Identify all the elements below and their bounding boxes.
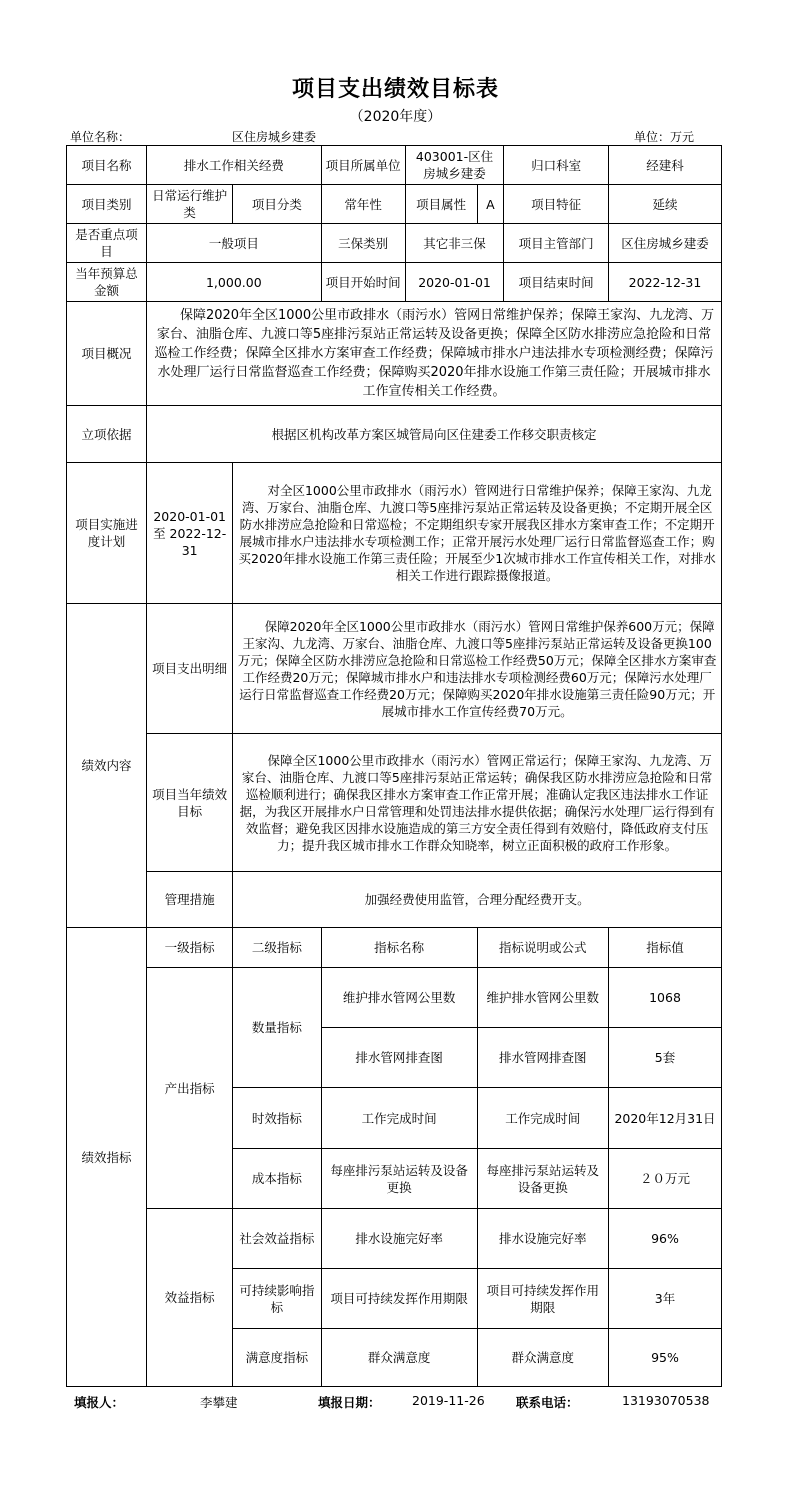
social-indicator-label: 社会效益指标 <box>233 1209 321 1269</box>
unit-name-value: 区住房城乡建委 <box>232 130 317 144</box>
report-date: 2019-11-26 <box>412 1393 485 1408</box>
annual-target-text: 保障全区1000公里市政排水（雨污水）管网正常运行；保障王家沟、九龙湾、万家台、油脂仓库、九渡口等5座排污泵站正常运转；确保我区防水排涝应急抢险和日常巡检顺利进行；确保我区排水方案审查工作正常开展；准确认定我区违法排水工作证据，为我区开展排水户日常管理和处罚违法排水提供依据；确保污水处理厂运行得到有效监督；避免我区因排水设施造成的第三方安全责任得到有效赔付，降低政府支付压力；提升我区城市排水工作群众知晓率，树立正面积极的政府工作形象。 <box>233 734 722 872</box>
performance-label: 绩效内容 <box>67 604 147 928</box>
attr-value: A <box>477 185 504 224</box>
indicator-desc: 项目可持续发挥作用期限 <box>477 1269 608 1329</box>
row-category <box>67 185 722 224</box>
indicator-value: 1068 <box>609 968 722 1028</box>
indicator-value: 95% <box>609 1329 722 1387</box>
project-name-value: 排水工作相关经费 <box>147 146 322 185</box>
reporter-label: 填报人： <box>74 1395 125 1410</box>
head-level2: 二级指标 <box>233 928 321 968</box>
timeliness-indicator-label: 时效指标 <box>233 1088 321 1149</box>
indicator-desc: 工作完成时间 <box>477 1088 608 1149</box>
row-basis <box>67 406 722 463</box>
category-label: 项目类别 <box>67 185 147 224</box>
indicator-desc: 排水设施完好率 <box>477 1209 608 1269</box>
row-overview <box>67 302 722 406</box>
schedule-text: 对全区1000公里市政排水（雨污水）管网进行日常维护保养；保障王家沟、九龙湾、万家台、油脂仓库、九渡口等5座排污泵站正常运转及设备更换；不定期开展全区防水排涝应急抢险和日常巡检；不定期组织专家开展我区排水方案审查工作；不定期开展城市排水户违法排水专项检测工作；正常开展污水处理厂运行日常监督巡查工作；购买2020年排水设施工作第三责任险；开展至少1次城市排水工作宣传相关工作，对排水相关工作进行跟踪摄像报道。 <box>233 463 722 604</box>
indicator-row <box>67 1209 722 1269</box>
indicator-name: 排水设施完好率 <box>321 1209 477 1269</box>
feature-value: 延续 <box>609 185 722 224</box>
sanbao-label: 三保类别 <box>321 224 405 263</box>
start-value: 2020-01-01 <box>405 263 504 302</box>
indicator-name: 每座排污泵站运转及设备更换 <box>321 1149 477 1209</box>
measures-text: 加强经费使用监管，合理分配经费开支。 <box>233 872 722 928</box>
head-value: 指标值 <box>609 928 722 968</box>
indicator-desc: 群众满意度 <box>477 1329 608 1387</box>
basis-text: 根据区机构改革方案区城管局向区住建委工作移交职责核定 <box>147 406 722 463</box>
row-indicator-head <box>67 928 722 968</box>
end-label: 项目结束时间 <box>504 263 609 302</box>
project-name-label: 项目名称 <box>67 146 147 185</box>
performance-table <box>66 145 722 1387</box>
indicator-value: ２０万元 <box>609 1149 722 1209</box>
row-schedule <box>67 463 722 604</box>
indicator-value: 3年 <box>609 1269 722 1329</box>
indicator-name: 项目可持续发挥作用期限 <box>321 1269 477 1329</box>
schedule-period: 2020-01-01至 2022-12-31 <box>147 463 233 604</box>
head-desc: 指标说明或公式 <box>477 928 608 968</box>
head-level1: 一级指标 <box>147 928 233 968</box>
phone-number: 13193070538 <box>622 1393 710 1408</box>
attr-label: 项目属性 <box>405 185 477 224</box>
budget-value: 1,000.00 <box>147 263 322 302</box>
indicator-value: 2020年12月31日 <box>609 1088 722 1149</box>
budget-label: 当年预算总金额 <box>67 263 147 302</box>
sanbao-value: 其它非三保 <box>405 224 504 263</box>
benefit-indicator-label: 效益指标 <box>147 1209 233 1387</box>
unit-name-label: 单位名称： <box>70 130 131 144</box>
indicator-desc: 维护排水管网公里数 <box>477 968 608 1028</box>
page-title: 项目支出绩效目标表 <box>291 77 499 102</box>
row-measures <box>67 872 722 928</box>
currency-unit: 单位：万元 <box>634 130 695 144</box>
category-value: 日常运行维护类 <box>147 185 233 224</box>
row-annual-target <box>67 734 722 872</box>
start-label: 项目开始时间 <box>321 263 405 302</box>
indicator-value: 96% <box>609 1209 722 1269</box>
end-value: 2022-12-31 <box>609 263 722 302</box>
indicator-desc: 每座排污泵站运转及设备更换 <box>477 1149 608 1209</box>
annual-target-label: 项目当年绩效目标 <box>147 734 233 872</box>
expense-detail-label: 项目支出明细 <box>147 604 233 734</box>
head-name: 指标名称 <box>321 928 477 968</box>
overview-label: 项目概况 <box>67 302 147 406</box>
row-key <box>67 224 722 263</box>
schedule-label: 项目实施进度计划 <box>67 463 147 604</box>
output-indicator-label: 产出指标 <box>147 968 233 1209</box>
sustain-indicator-label: 可持续影响指标 <box>233 1269 321 1329</box>
expense-detail-text: 保障2020年全区1000公里市政排水（雨污水）管网日常维护保养600万元；保障王家沟、九龙湾、万家台、油脂仓库、九渡口等5座排污泵站正常运转及设备更换100万元；保障全区防水排涝应急抢险和日常巡检工作经费50万元；保障全区排水方案审查工作经费20万元；保障城市排水户和违法排水专项检测经费60万元；保障污水处理厂运行日常监督巡查工作经费20万元；保障购买2020年排水设施第三责任险90万元；开展城市排水工作宣传经费70万元。 <box>233 604 722 734</box>
satisfy-indicator-label: 满意度指标 <box>233 1329 321 1387</box>
indicator-name: 工作完成时间 <box>321 1088 477 1149</box>
classify-value: 常年性 <box>321 185 405 224</box>
reporter-name: 李攀建 <box>200 1395 238 1410</box>
basis-label: 立项依据 <box>67 406 147 463</box>
indicator-name: 维护排水管网公里数 <box>321 968 477 1028</box>
office-label: 归口科室 <box>504 146 609 185</box>
classify-label: 项目分类 <box>233 185 321 224</box>
indicators-label: 绩效指标 <box>67 928 147 1387</box>
phone-label: 联系电话： <box>516 1395 579 1410</box>
indicator-name: 排水管网排查图 <box>321 1028 477 1088</box>
indicator-desc: 排水管网排查图 <box>477 1028 608 1088</box>
row-project-name <box>67 146 722 185</box>
dept-unit-value: 403001-区住房城乡建委 <box>405 146 504 185</box>
key-value: 一般项目 <box>147 224 322 263</box>
fiscal-year: （2020年度） <box>349 109 442 125</box>
row-expense-detail <box>67 604 722 734</box>
office-value: 经建科 <box>609 146 722 185</box>
indicator-row <box>67 968 722 1028</box>
feature-label: 项目特征 <box>504 185 609 224</box>
report-date-label: 填报日期： <box>318 1395 381 1410</box>
overview-text: 保障2020年全区1000公里市政排水（雨污水）管网日常维护保养；保障王家沟、九龙湾、万家台、油脂仓库、九渡口等5座排污泵站正常运转及设备更换；保障全区防水排涝应急抢险和日常巡检工作经费；保障全区排水方案审查工作经费；保障城市排水户违法排水专项检测经费；保障污水处理厂运行日常监督巡查工作经费；保障购买2020年排水设施工作第三责任险；开展城市排水工作宣传相关工作经费。 <box>147 302 722 406</box>
dept-label: 项目主管部门 <box>504 224 609 263</box>
dept-value: 区住房城乡建委 <box>609 224 722 263</box>
dept-unit-label: 项目所属单位 <box>321 146 405 185</box>
quantity-indicator-label: 数量指标 <box>233 968 321 1088</box>
cost-indicator-label: 成本指标 <box>233 1149 321 1209</box>
indicator-value: 5套 <box>609 1028 722 1088</box>
key-label: 是否重点项目 <box>67 224 147 263</box>
indicator-name: 群众满意度 <box>321 1329 477 1387</box>
measures-label: 管理措施 <box>147 872 233 928</box>
row-budget <box>67 263 722 302</box>
